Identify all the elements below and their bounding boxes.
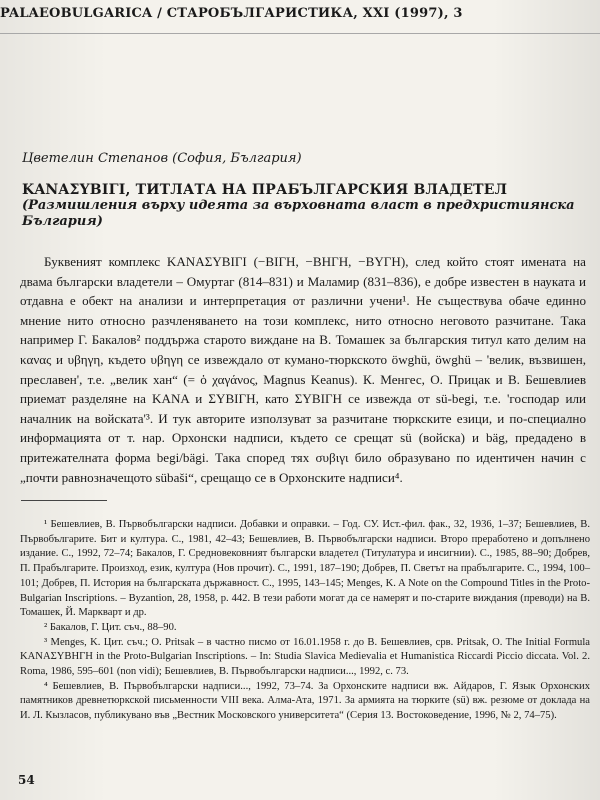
article-body (20, 252, 586, 487)
footnote-4: ⁴ Бешевлиев, В. Първобългарски надписи..., 1992, 73–74. За Орхонските надписи вж. Айдаров, Г. Язык Орхонских памятников древнетюркской письменности VIII века. Алма-Ата, 1971. За армията на тюрките (sü) вж. резюме от доклада на И. Л. Кызласов, публикувано във „Вестник Московского университета“ (Серия 13. Востоковедение, 1996, № 2, 74–75). (20, 680, 590, 722)
author-line: Цветелин Степанов (София, България) (22, 151, 302, 166)
body-paragraph: Буквеният комплекс ΚΑΝΑΣΥΒΙΓΙ (−ΒΙΓΗ, −ΒΗΓΗ, −ΒΥΓΗ), след който стоят имената на двама български владетели – Омуртаг (814–831) и Маламир (831–836), е добре известен в науката и отдавна е обект на анализи и интерпретация от различни учени¹. Не съществува обаче единно мнение нито относно разчленяването на този комплекс, нито относно неговото разчитане. Така например Г. Бакалов² поддържа старото виждане на В. Томашек за българския титул като делим на κανας и υβηγη, където υβηγη се извеждало от кумано-тюркското öwghü, öwghü – 'велик, възвишен, преславен', т.е. „велик хан“ (= ὁ χαγάνος, Magnus Keanus). К. Менгес, О. Прицак и В. Бешевлиев приемат разделяне на ΚΑΝΑ и ΣΥΒΙΓΗ, като ΣΥΒΙΓΗ се извежда от sü-begi, т.е. 'господар или началник на войската'³. И тук авторите използуват за разчитане тюркските езици, и по-специално информацията от т. нар. Орхонски надписи, където се срещат sü (войска) и bäg, предадено в притежателната форма begi/bägi. Така според тях συβιγι било образувано по идентичен начин с „почти равнозначещото sübaši“, срещащо се в Орхонските надписи⁴. (20, 254, 586, 485)
footnotes-block (20, 518, 590, 724)
footnote-2: ² Бакалов, Г. Цит. съч., 88–90. (44, 621, 177, 633)
article-title: ΚΑΝΑΣΥΒΙΓΙ, ТИТЛАТА НА ПРАБЪЛГАРСКИЯ ВЛАДЕТЕЛ (22, 182, 508, 198)
footnote-divider (21, 500, 107, 501)
footnote-3: ³ Menges, K. Цит. съч.; O. Pritsak – в частно писмо от 16.01.1958 г. до В. Бешевлиев, срв. Pritsak, O. The Initial Formula ΚΑΝΑΣΥΒΗΓΗ in the Proto-Bulgarian Inscriptions. – In: Studia Slavica Medievalia et Humanistica Riccardi Piccio diccata. Vol. 2. Roma, 1986, 595–601 (non vidi); Бешевлиев, В. Първобългарски надписи..., 1992, с. 73. (20, 636, 590, 678)
page-number: 54 (18, 773, 35, 787)
header-divider (0, 33, 600, 34)
footnote-1: ¹ Бешевлиев, В. Първобългарски надписи. Добавки и оправки. – Год. СУ. Ист.-фил. фак., 32, 1936, 1–37; Бешевлиев, В. Първобългарите. Бит и култура. С., 1981, 42–43; Бешевлиев, В. Първобългарски надписи. Второ преработено и допълнено издание. С., 1992, 72–74; Бакалов, Г. Средновековният български владетел (Титулатура и инсигнии). С., 1985, 88–90; Добрев, П. Прабългарите. Произход, език, култура (Нов прочит). С., 1991, 187–190; Добрев, П. Светът на прабългарите. С., 1994, 100–101; Добрев, П. История на българската държавност. С., 1995, 143–145; Menges, K. A Note on the Compound Titles in the Proto-Bulgarian Inscriptions. – Byzantion, 28, 1958, p. 442. В тези работи могат да се намерят и по-старите виждания (преводи) на В. Томашек, Й. Маркварт и др. (20, 519, 590, 619)
article-subtitle: (Размишления върху идеята за върховната власт в предхристиянска България) (22, 198, 575, 229)
running-header: PALAEOBULGARICA / СТАРОБЪЛГАРИСТИКА, XXI (1997), 3 (0, 6, 463, 21)
